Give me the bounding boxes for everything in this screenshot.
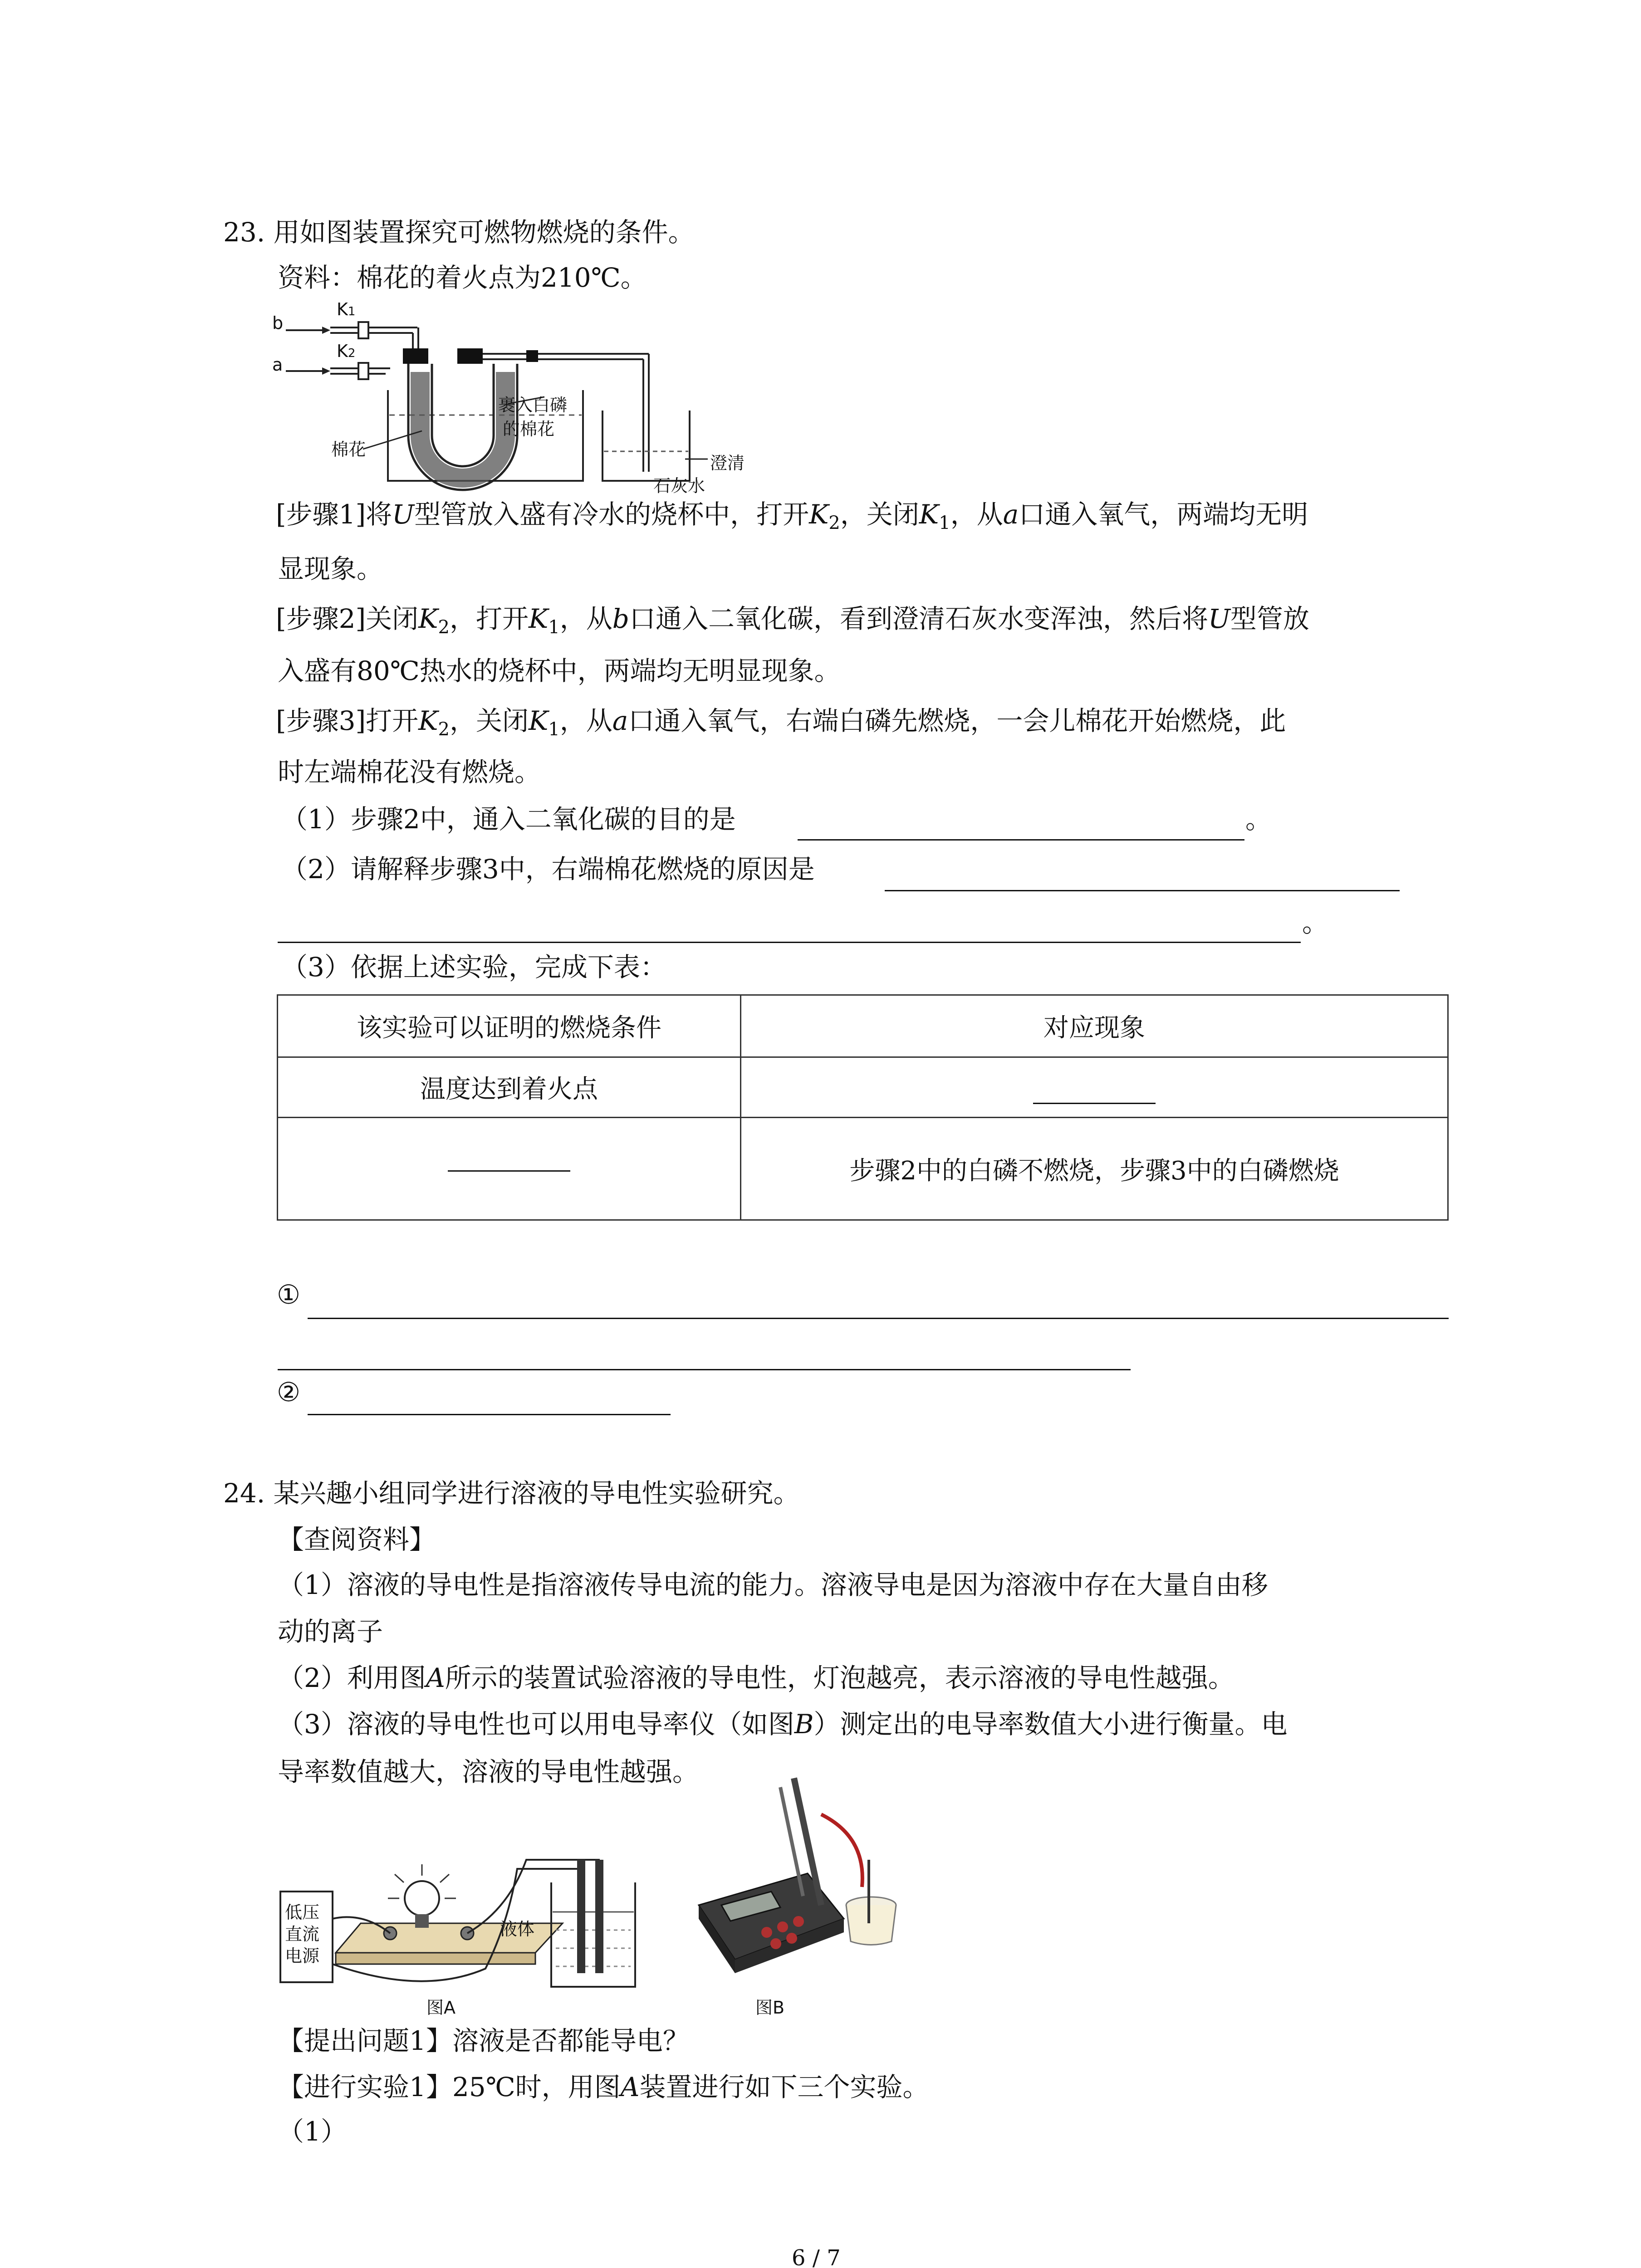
sub-question-2: （2）请解释步骤3中，右端棉花燃烧的原因是	[281, 854, 815, 885]
q24-title: 24. 某兴趣小组同学进行溶液的导电性实验研究。	[223, 1478, 800, 1509]
limewater-label-2: 石灰水	[653, 476, 705, 496]
q23-title: 23. 用如图装置探究可燃物燃烧的条件。	[223, 217, 695, 248]
q24-info1-line1: （1）溶液的导电性是指溶液传导电流的能力。溶液导电是因为溶液中存在大量自由移	[278, 1569, 1268, 1600]
step1-line2: 显现象。	[278, 553, 383, 584]
answer-2-marker: ②	[277, 1377, 300, 1408]
table-cell-condition-1: 温度达到着火点	[278, 1057, 741, 1118]
inlet-a-label: a	[272, 355, 283, 375]
experiment-1-heading: 【进行实验1】25℃时，用图A装置进行如下三个实验。	[278, 2072, 929, 2102]
experiment-1-item-1: （1）	[278, 2116, 347, 2147]
q24-info2: （2）利用图A所示的装置试验溶液的导电性，灯泡越亮，表示溶液的导电性越强。	[278, 1662, 1234, 1693]
power-supply-label-2: 直流	[285, 1924, 320, 1944]
conductivity-meter-figure	[690, 1769, 903, 1996]
question-1-heading: 【提出问题1】溶液是否都能导电？	[278, 2025, 689, 2056]
sub-question-1-end: 。	[1245, 804, 1272, 835]
combustion-conditions-table	[277, 994, 1449, 1221]
table-cell-phenomenon-2: 步骤2中的白磷不燃烧，步骤3中的白磷燃烧	[741, 1118, 1448, 1220]
step1-line1: [步骤1]将U型管放入盛有冷水的烧杯中，打开$K_2$，关闭$K_1$，从a口通入氧气，两端均无明	[276, 499, 1308, 533]
power-supply-label-3: 电源	[285, 1946, 320, 1966]
table-header-phenomenon: 对应现象	[741, 995, 1448, 1057]
answer-2-line[interactable]	[308, 1414, 671, 1415]
table-cell-condition-2-blank[interactable]	[278, 1118, 741, 1220]
figure-b-caption: 图B	[755, 1998, 785, 2018]
sub-question-3: （3）依据上述实验，完成下表：	[281, 952, 666, 982]
limewater-label-1: 澄清	[710, 453, 745, 473]
sub-question-2-answer-line-2[interactable]	[278, 942, 1301, 943]
sub-question-1-answer-line[interactable]	[798, 839, 1244, 841]
power-supply-label-1: 低压	[285, 1902, 320, 1922]
sub-question-1: （1）步骤2中，通入二氧化碳的目的是	[281, 804, 736, 835]
sub-question-2-answer-line-1[interactable]	[885, 890, 1400, 891]
answer-1-line-1[interactable]	[308, 1318, 1449, 1319]
q24-section-heading: 【查阅资料】	[278, 1524, 436, 1555]
figure-a-caption: 图A	[426, 1998, 456, 2018]
answer-1-marker: ①	[277, 1279, 300, 1310]
phosphorus-cotton-label-2: 的棉花	[503, 419, 555, 439]
inlet-b-label: b	[272, 313, 284, 333]
q24-info1-line2: 动的离子	[278, 1616, 383, 1647]
valve-k2-label: K2	[337, 341, 356, 361]
answer-1-line-2[interactable]	[278, 1369, 1131, 1370]
table-header-condition: 该实验可以证明的燃烧条件	[278, 995, 741, 1057]
cotton-label: 棉花	[331, 440, 366, 459]
valve-k1-label: K1	[337, 299, 356, 319]
step2-line2: 入盛有80℃热水的烧杯中，两端均无明显现象。	[278, 655, 841, 686]
q24-info3-line2: 导率数值越大，溶液的导电性越强。	[278, 1756, 699, 1787]
q23-info: 资料：棉花的着火点为210℃。	[278, 262, 647, 293]
step3-line1: [步骤3]打开$K_2$，关闭$K_1$，从a口通入氧气，右端白磷先燃烧，一会儿棉花开始燃烧，此	[276, 705, 1286, 740]
sub-question-2-end: 。	[1302, 907, 1329, 938]
page-number: 6 / 7	[792, 2245, 841, 2268]
table-cell-phenomenon-1-blank[interactable]	[741, 1057, 1448, 1118]
liquid-label: 液体	[500, 1919, 535, 1939]
step2-line1: [步骤2]关闭$K_2$，打开$K_1$，从b口通入二氧化碳，看到澄清石灰水变浑浊，然后将U型管放	[276, 603, 1309, 638]
step3-line2: 时左端棉花没有燃烧。	[278, 757, 541, 787]
q24-info3-line1: （3）溶液的导电性也可以用电导率仪（如图B）测定出的电导率数值大小进行衡量。电	[278, 1709, 1288, 1740]
phosphorus-cotton-label-1: 裹入白磷	[498, 395, 568, 415]
